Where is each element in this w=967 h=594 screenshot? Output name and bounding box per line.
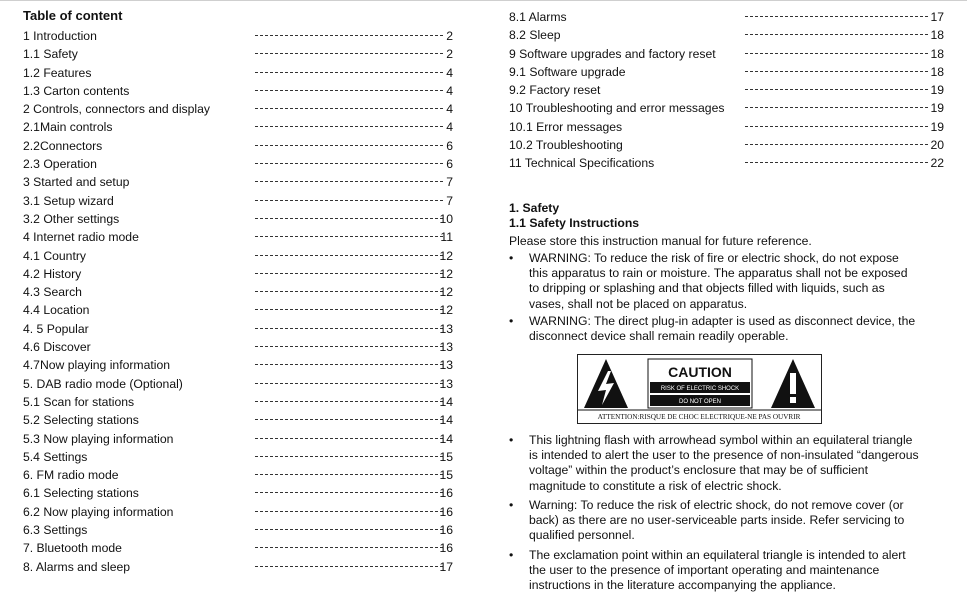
toc-entry-label: 5.2 Selecting stations xyxy=(23,413,139,428)
caution-title: CAUTION xyxy=(668,364,732,380)
caution-label-graphic xyxy=(578,355,821,423)
toc-entry-label: 3.1 Setup wizard xyxy=(23,193,114,208)
toc-entry-page-number: 11 xyxy=(440,230,453,245)
safety-bullet-text: The exclamation point within an equilateral triangle is intended to alert the user to the presence of important operating and maintenance instructions in the literature accompanying the appliance. xyxy=(529,548,906,593)
safety-bullet xyxy=(509,314,919,344)
toc-entry-label: 4.1 Country xyxy=(23,248,87,263)
toc-dot-leader xyxy=(255,53,443,54)
toc-entry-label: 9.1 Software upgrade xyxy=(509,64,626,79)
toc-entry[interactable] xyxy=(23,301,453,319)
toc-entry[interactable] xyxy=(23,100,453,118)
toc-entry[interactable] xyxy=(23,375,453,393)
bullet-dot: • xyxy=(509,314,514,328)
toc-entry[interactable] xyxy=(23,521,453,539)
toc-entry-page-number: 13 xyxy=(439,321,453,336)
subsection-heading-safety-instructions: 1.1 Safety Instructions xyxy=(509,216,640,230)
toc-entry[interactable] xyxy=(23,393,453,411)
toc-dot-leader xyxy=(255,401,443,402)
toc-dot-leader xyxy=(255,309,443,310)
toc-entry[interactable] xyxy=(509,63,944,81)
toc-entry-page-number: 16 xyxy=(439,504,453,519)
toc-entry-page-number: 19 xyxy=(930,101,944,116)
toc-entry-label: 8.1 Alarms xyxy=(509,10,567,24)
toc-dot-leader xyxy=(745,53,928,54)
toc-entry-page-number: 4 xyxy=(446,120,453,135)
toc-entry-page-number: 4 xyxy=(446,65,453,80)
toc-entry-label: 5.3 Now playing information xyxy=(23,431,174,446)
safety-bullet-text: This lightning flash with arrowhead symbol within an equilateral triangle is intended to alert the user to the presence of non-insulated “dangerous voltage” within the product’s enclosure that may be of sufficient magnitude to constitute a risk of electric shock. xyxy=(529,433,919,493)
caution-line-1: RISK OF ELECTRIC SHOCK xyxy=(660,386,740,392)
toc-entry-page-number: 2 xyxy=(446,29,453,43)
toc-dot-leader xyxy=(255,547,443,548)
toc-entry-label: 2 Controls, connectors and display xyxy=(23,102,210,117)
toc-dot-leader xyxy=(745,107,928,108)
toc-entry-page-number: 2 xyxy=(446,47,453,62)
toc-dot-leader xyxy=(255,419,443,420)
toc-entry-label: 4.2 History xyxy=(23,266,82,281)
bullet-dot: • xyxy=(509,498,514,512)
toc-entry-label: 2.1Main controls xyxy=(23,120,113,135)
toc-entry-page-number: 14 xyxy=(439,413,453,428)
toc-entry-label: 2.2Connectors xyxy=(23,138,103,153)
toc-entry-label: 5.4 Settings xyxy=(23,449,88,464)
toc-entry-label: 1 Introduction xyxy=(23,29,97,43)
toc-entry-page-number: 7 xyxy=(446,175,453,190)
toc-entry[interactable] xyxy=(23,265,453,283)
toc-dot-leader xyxy=(255,474,443,475)
toc-entry-label: 4. 5 Popular xyxy=(23,321,89,336)
toc-entry[interactable] xyxy=(509,81,944,99)
toc-dot-leader xyxy=(255,438,443,439)
toc-entry-label: 8. Alarms and sleep xyxy=(23,559,131,574)
toc-dot-leader xyxy=(255,90,443,91)
toc-entry-page-number: 10 xyxy=(439,211,453,226)
toc-dot-leader xyxy=(255,364,443,365)
toc-entry[interactable] xyxy=(509,154,944,172)
safety-bullet xyxy=(509,251,919,312)
toc-entry[interactable] xyxy=(23,27,453,45)
toc-dot-leader xyxy=(255,218,443,219)
toc-dot-leader xyxy=(255,273,443,274)
toc-entry-page-number: 12 xyxy=(439,266,453,281)
toc-entry-page-number: 18 xyxy=(930,28,944,43)
toc-dot-leader xyxy=(745,16,928,17)
safety-bullet xyxy=(509,498,919,544)
toc-entry[interactable] xyxy=(23,411,453,429)
toc-entry-page-number: 12 xyxy=(439,285,453,300)
page-top-rule xyxy=(0,0,967,1)
toc-dot-leader xyxy=(255,108,443,109)
toc-entry[interactable] xyxy=(509,118,944,136)
toc-entry[interactable] xyxy=(509,99,944,117)
toc-entry-label: 6.3 Settings xyxy=(23,523,88,538)
toc-entry-label: 3 Started and setup xyxy=(23,175,130,190)
toc-entry-label: 4.6 Discover xyxy=(23,340,91,355)
toc-entry[interactable] xyxy=(23,228,453,246)
toc-entry[interactable] xyxy=(23,155,453,173)
toc-dot-leader xyxy=(255,346,443,347)
toc-entry[interactable] xyxy=(23,210,453,228)
toc-entry-label: 4.3 Search xyxy=(23,285,82,300)
toc-entry-page-number: 16 xyxy=(439,486,453,501)
toc-right-column xyxy=(509,8,944,173)
toc-entry[interactable] xyxy=(23,173,453,191)
toc-dot-leader xyxy=(255,511,443,512)
toc-entry-label: 1.2 Features xyxy=(23,65,92,80)
toc-entry[interactable] xyxy=(23,320,453,338)
toc-dot-leader xyxy=(255,236,443,237)
toc-entry-page-number: 6 xyxy=(446,157,453,172)
toc-entry[interactable] xyxy=(23,64,453,82)
toc-entry-label: 5.1 Scan for stations xyxy=(23,394,135,409)
safety-bullet-text: WARNING: The direct plug-in adapter is used as disconnect device, the disconnect device shall remain readily operable. xyxy=(529,314,916,344)
toc-entry-page-number: 15 xyxy=(439,449,453,464)
exclamation-dot xyxy=(790,397,796,403)
toc-entry-page-number: 16 xyxy=(439,523,453,538)
bullet-dot: • xyxy=(509,548,514,562)
toc-entry[interactable] xyxy=(509,26,944,44)
toc-entry[interactable] xyxy=(23,558,453,576)
toc-entry-label: 11 Technical Specifications xyxy=(509,156,655,171)
toc-entry[interactable] xyxy=(23,45,453,63)
toc-entry-page-number: 15 xyxy=(439,468,453,483)
toc-entry-label: 7. Bluetooth mode xyxy=(23,541,122,556)
toc-title: Table of content xyxy=(23,8,123,23)
toc-entry[interactable] xyxy=(23,539,453,557)
caution-line-2: DO NOT OPEN xyxy=(679,399,721,405)
toc-entry-label: 4.7Now playing information xyxy=(23,358,171,373)
toc-dot-leader xyxy=(745,71,928,72)
toc-dot-leader xyxy=(745,162,928,163)
toc-dot-leader xyxy=(255,529,443,530)
toc-entry-label: 6. FM radio mode xyxy=(23,468,119,483)
toc-entry[interactable] xyxy=(23,503,453,521)
toc-dot-leader xyxy=(255,492,443,493)
safety-bullet xyxy=(509,548,919,594)
toc-entry-label: 6.2 Now playing information xyxy=(23,504,174,519)
toc-entry[interactable] xyxy=(23,448,453,466)
toc-dot-leader xyxy=(255,383,443,384)
toc-entry-page-number: 17 xyxy=(439,559,453,574)
toc-entry-label: 8.2 Sleep xyxy=(509,28,561,43)
toc-entry-page-number: 20 xyxy=(930,138,944,153)
toc-dot-leader xyxy=(745,34,928,35)
section-heading-safety: 1. Safety xyxy=(509,201,560,215)
toc-dot-leader xyxy=(255,163,443,164)
toc-dot-leader xyxy=(255,456,443,457)
toc-entry[interactable] xyxy=(509,8,944,26)
toc-dot-leader xyxy=(255,200,443,201)
toc-dot-leader xyxy=(255,255,443,256)
toc-entry[interactable] xyxy=(23,466,453,484)
bullet-dot: • xyxy=(509,433,514,447)
safety-bullet-text: WARNING: To reduce the risk of fire or electric shock, do not expose this apparatus to rain or moisture. The apparatus shall not be exposed to dripping or splashing and that objects filled with liquids, such as vases, shall not be placed on apparatus. xyxy=(529,251,908,311)
toc-entry-page-number: 19 xyxy=(930,119,944,134)
safety-bullet xyxy=(509,433,919,494)
toc-entry-page-number: 13 xyxy=(439,376,453,391)
toc-entry[interactable] xyxy=(23,137,453,155)
toc-dot-leader xyxy=(255,566,443,567)
toc-entry[interactable] xyxy=(23,82,453,100)
toc-entry-label: 9 Software upgrades and factory reset xyxy=(509,46,716,61)
toc-entry-label: 4.4 Location xyxy=(23,303,90,318)
safety-intro-text: Please store this instruction manual for future reference. xyxy=(509,234,812,248)
toc-dot-leader xyxy=(255,145,443,146)
toc-entry-label: 9.2 Factory reset xyxy=(509,83,601,98)
toc-entry[interactable] xyxy=(23,338,453,356)
toc-entry-label: 5. DAB radio mode (Optional) xyxy=(23,376,183,391)
caution-footer: ATTENTION:RISQUE DE CHOC ELECTRIQUE-NE PAS OUVRIR xyxy=(597,413,801,421)
exclamation-bar xyxy=(790,373,796,394)
toc-dot-leader xyxy=(255,291,443,292)
toc-entry-page-number: 19 xyxy=(930,83,944,98)
toc-entry-page-number: 22 xyxy=(930,156,944,171)
toc-entry-label: 3.2 Other settings xyxy=(23,211,120,226)
toc-entry-page-number: 7 xyxy=(446,193,453,208)
toc-dot-leader xyxy=(255,72,443,73)
toc-entry-page-number: 4 xyxy=(446,83,453,98)
toc-entry-page-number: 18 xyxy=(930,64,944,79)
toc-dot-leader xyxy=(745,89,928,90)
toc-entry-page-number: 6 xyxy=(446,138,453,153)
toc-left-column xyxy=(23,27,453,576)
toc-entry-page-number: 4 xyxy=(446,102,453,117)
toc-entry[interactable] xyxy=(23,484,453,502)
toc-entry[interactable] xyxy=(509,45,944,63)
toc-entry-page-number: 12 xyxy=(439,248,453,263)
toc-entry-page-number: 14 xyxy=(439,431,453,446)
toc-entry-page-number: 18 xyxy=(930,46,944,61)
toc-entry-label: 10.1 Error messages xyxy=(509,119,623,134)
caution-label-image xyxy=(577,354,822,424)
toc-entry[interactable] xyxy=(23,118,453,136)
toc-entry[interactable] xyxy=(23,356,453,374)
toc-dot-leader xyxy=(255,35,443,36)
toc-entry-page-number: 12 xyxy=(439,303,453,318)
toc-entry-page-number: 13 xyxy=(439,340,453,355)
toc-dot-leader xyxy=(255,126,443,127)
toc-entry-page-number: 14 xyxy=(439,394,453,409)
toc-entry[interactable] xyxy=(23,247,453,265)
toc-entry-label: 10 Troubleshooting and error messages xyxy=(509,101,725,116)
toc-entry-label: 6.1 Selecting stations xyxy=(23,486,139,501)
toc-dot-leader xyxy=(745,126,928,127)
toc-entry-page-number: 16 xyxy=(439,541,453,556)
toc-entry[interactable] xyxy=(23,192,453,210)
safety-bullet-text: Warning: To reduce the risk of electric shock, do not remove cover (or back) as there are no user-serviceable parts inside. Refer servicing to qualified personnel. xyxy=(529,498,905,543)
toc-dot-leader xyxy=(745,144,928,145)
toc-entry-label: 2.3 Operation xyxy=(23,157,97,172)
bullet-dot: • xyxy=(509,251,514,265)
toc-entry-label: 10.2 Troubleshooting xyxy=(509,138,623,153)
toc-entry[interactable] xyxy=(23,430,453,448)
toc-dot-leader xyxy=(255,181,443,182)
toc-entry-page-number: 17 xyxy=(930,10,944,24)
toc-dot-leader xyxy=(255,328,443,329)
toc-entry-label: 4 Internet radio mode xyxy=(23,230,139,245)
toc-entry-label: 1.1 Safety xyxy=(23,47,78,62)
toc-entry-label: 1.3 Carton contents xyxy=(23,83,130,98)
toc-entry[interactable] xyxy=(509,136,944,154)
toc-entry[interactable] xyxy=(23,283,453,301)
toc-entry-page-number: 13 xyxy=(439,358,453,373)
